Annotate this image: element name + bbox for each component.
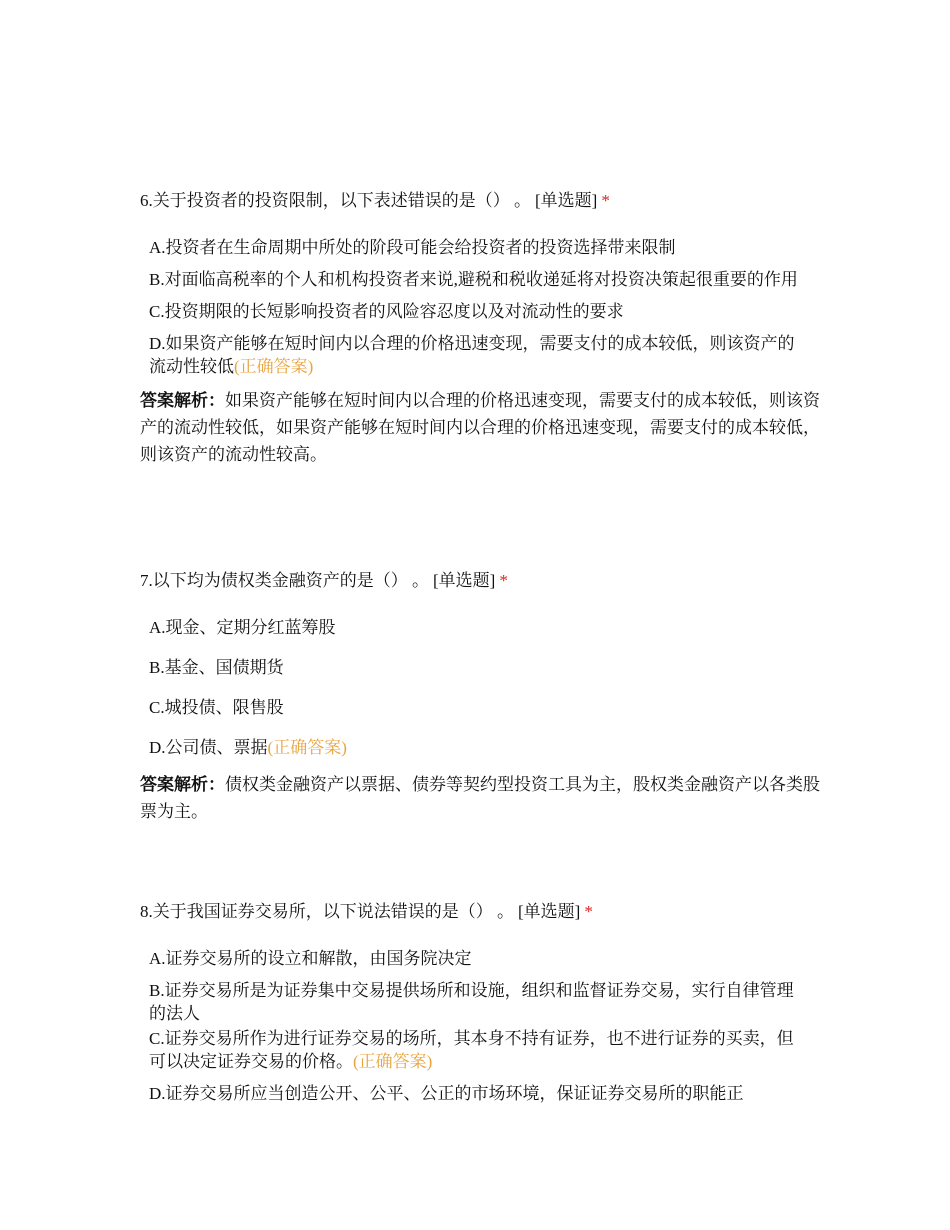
option-a: A.现金、定期分红蓝筹股 [149,618,336,637]
required-mark: * [584,902,593,921]
required-mark: * [601,191,610,210]
question-type: [单选题] [433,571,496,590]
option-a: A.投资者在生命周期中所处的阶段可能会给投资者的投资选择带来限制 [149,238,676,257]
question-type: [单选题] [535,191,598,210]
question-8 [140,901,820,1114]
option-b: B.对面临高税率的个人和机构投资者来说,避税和税收递延将对投资决策起很重要的作用 [149,270,798,289]
question-6 [140,190,820,468]
options-list [140,947,820,1105]
analysis-label: 答案解析： [140,775,225,794]
options-list [140,236,820,378]
question-text: 6.关于投资者的投资限制，以下表述错误的是（） 。 [140,191,531,210]
option-a: A.证券交易所的设立和解散，由国务院决定 [149,949,472,968]
question-7 [140,570,820,825]
answer-analysis [140,387,820,468]
analysis-text: 债权类金融资产以票据、债券等契约型投资工具为主，股权类金融资产以各类股票为主。 [140,775,820,821]
analysis-text: 如果资产能够在短时间内以合理的价格迅速变现，需要支付的成本较低，则该资产的流动性较低，如果资产能够在短时间内以合理的价格迅速变现，需要支付的成本较低，则该资产的流动性较高。 [140,391,820,464]
correct-answer-tag: (正确答案) [353,1052,433,1071]
option-c: C.证券交易所作为进行证券交易的场所，其本身不持有证券，也不进行证券的买卖，但可以决定证券交易的价格。(正确答案) [149,1029,794,1071]
question-title [140,190,820,212]
question-title [140,570,820,592]
option-b: B.证券交易所是为证券集中交易提供场所和设施，组织和监督证券交易，实行自律管理的法人 [149,981,794,1023]
option-d: D.证券交易所应当创造公开、公平、公正的市场环境，保证证券交易所的职能正 [149,1084,744,1103]
question-text: 8.关于我国证券交易所，以下说法错误的是（） 。 [140,902,514,921]
question-text: 7.以下均为债权类金融资产的是（） 。 [140,571,429,590]
analysis-label: 答案解析： [140,391,225,410]
answer-analysis [140,771,820,825]
question-title [140,901,820,923]
option-d: D.如果资产能够在短时间内以合理的价格迅速变现，需要支付的成本较低，则该资产的流动性较低(正确答案) [149,334,795,376]
required-mark: * [499,571,508,590]
option-c: C.城投债、限售股 [149,698,284,717]
option-d: D.公司债、票据(正确答案) [149,738,347,757]
correct-answer-tag: (正确答案) [267,738,347,757]
question-type: [单选题] [518,902,581,921]
option-b: B.基金、国债期货 [149,658,284,677]
correct-answer-tag: (正确答案) [234,357,314,376]
option-c: C.投资期限的长短影响投资者的风险容忍度以及对流动性的要求 [149,302,624,321]
options-list [140,616,820,759]
